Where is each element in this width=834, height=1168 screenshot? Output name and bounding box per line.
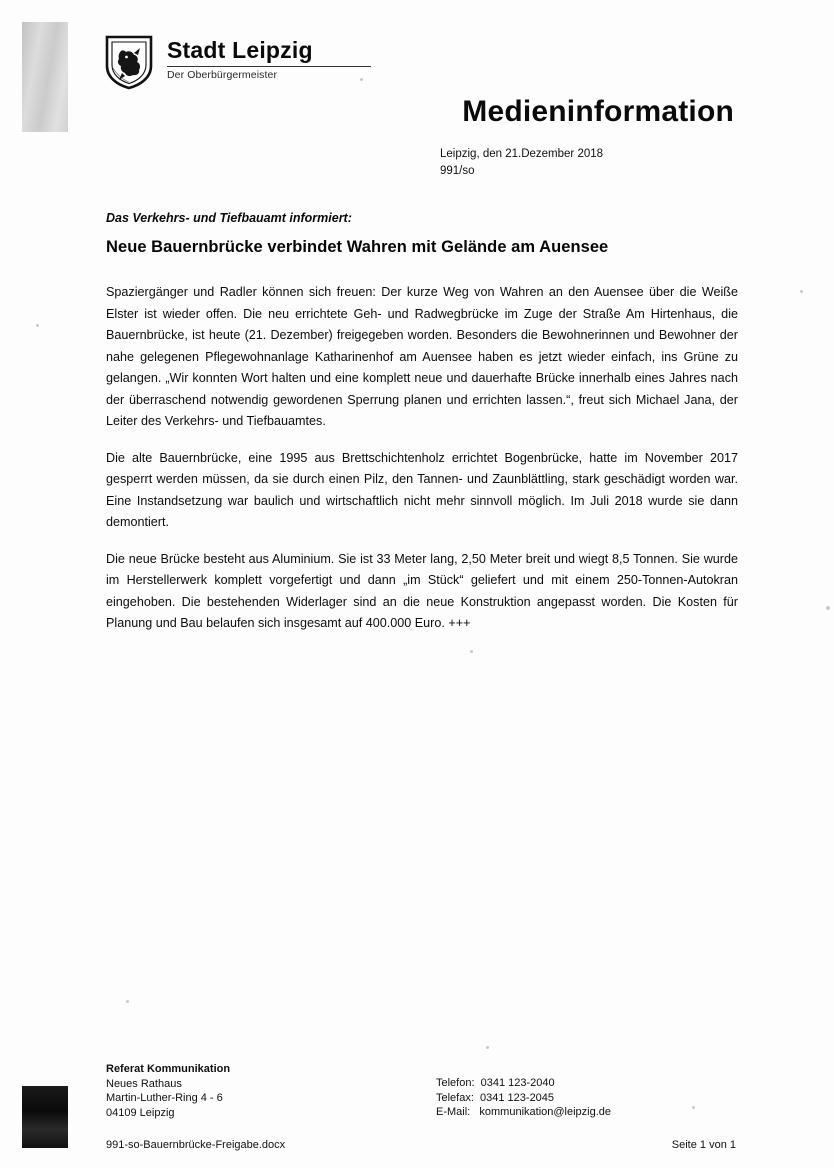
- footer-email: E-Mail: kommunikation@leipzig.de: [436, 1106, 612, 1118]
- paragraph: Die alte Bauernbrücke, eine 1995 aus Brettschichtenholz errichtet Bogenbrücke, hatte im November 2017 gesperrt werden müssen, da sie durch einen Pilz, den Tannen- und Zaunblättling, stark geschädigt worden war. Eine Instandsetzung war baulich und wirtschaftlich nicht mehr sinnvoll möglich. Im Juli 2018 wurde sie dann demontiert.: [106, 450, 738, 529]
- footer-address-block: [106, 1062, 436, 1120]
- scan-artifact-bottom: [22, 1086, 68, 1148]
- paragraph: Spaziergänger und Radler können sich freuen: Der kurze Weg von Wahren an den Auensee über die Weiße Elster ist wieder offen. Die neu errichtete Geh- und Radwegbrücke im Zuge der Straße Am Hirtenhaus, die Bauernbrücke, ist heute (21. Dezember) freigegeben worden. Besonders die Bewohnerinnen und Bewohner der nahe gelegenen Pflegewohnanlage Katharinenhof am Auensee haben es jetzt wieder einfach, ins Grüne zu gelangen. „Wir konnten Wort halten und eine komplett neue und dauerhafte Brücke innerhalb eines Jahres nach der überraschend notwendig gewordenen Sperrung planen und errichten lassen.“, freut sich Michael Jana, der Leiter des Verkehrs- und Tiefbauamtes.: [106, 285, 738, 428]
- document-footer: [106, 1062, 738, 1153]
- footer-phone: Telefon: 0341 123-2040: [436, 1077, 555, 1089]
- footer-filename: 991-so-Bauernbrücke-Freigabe.docx: [106, 1139, 286, 1151]
- scan-speck: [470, 650, 473, 653]
- footer-fax: Telefax: 0341 123-2045: [436, 1091, 555, 1104]
- scan-artifact-top: [22, 22, 68, 132]
- reference-number: 991/so: [440, 164, 475, 177]
- brand-name: Stadt Leipzig: [167, 37, 313, 63]
- footer-address-line: 04109 Leipzig: [106, 1106, 175, 1119]
- brand-subtitle: Der Oberbürgermeister: [167, 69, 278, 82]
- article-body: [106, 282, 738, 635]
- document-meta: [440, 146, 603, 179]
- kicker: Das Verkehrs- und Tiefbauamt informiert:: [106, 211, 352, 225]
- scan-speck: [486, 1046, 489, 1049]
- footer-page-number: Seite 1 von 1: [671, 1139, 736, 1151]
- scan-speck: [126, 1000, 129, 1003]
- letterhead: [104, 34, 371, 90]
- headline: Neue Bauernbrücke verbindet Wahren mit Gelände am Auensee: [106, 238, 609, 256]
- leipzig-coat-of-arms-icon: [104, 34, 154, 90]
- footer-address-line: Neues Rathaus: [106, 1077, 182, 1090]
- scan-speck: [36, 324, 39, 327]
- footer-department: Referat Kommunikation: [106, 1063, 231, 1075]
- page-title: Medieninformation: [462, 95, 734, 128]
- footer-address-line: Martin-Luther-Ring 4 - 6: [106, 1092, 223, 1104]
- scan-speck: [800, 290, 803, 293]
- footer-contact-block: [436, 1062, 738, 1120]
- date-line: Leipzig, den 21.Dezember 2018: [440, 148, 604, 160]
- brand-divider: [167, 66, 371, 67]
- scan-speck: [826, 606, 830, 610]
- paragraph: Die neue Brücke besteht aus Aluminium. Sie ist 33 Meter lang, 2,50 Meter breit und wiegt 8,5 Tonnen. Sie wurde im Herstellerwerk komplett vorgefertigt und dann „im Stück“ geliefert und mit einem 250-Tonnen-Autokran eingehoben. Die bestehenden Widerlager sind an die neue Konstruktion angepasst worden. Die Kosten für Planung und Bau belaufen sich insgesamt auf 400.000 Euro. +++: [106, 551, 738, 630]
